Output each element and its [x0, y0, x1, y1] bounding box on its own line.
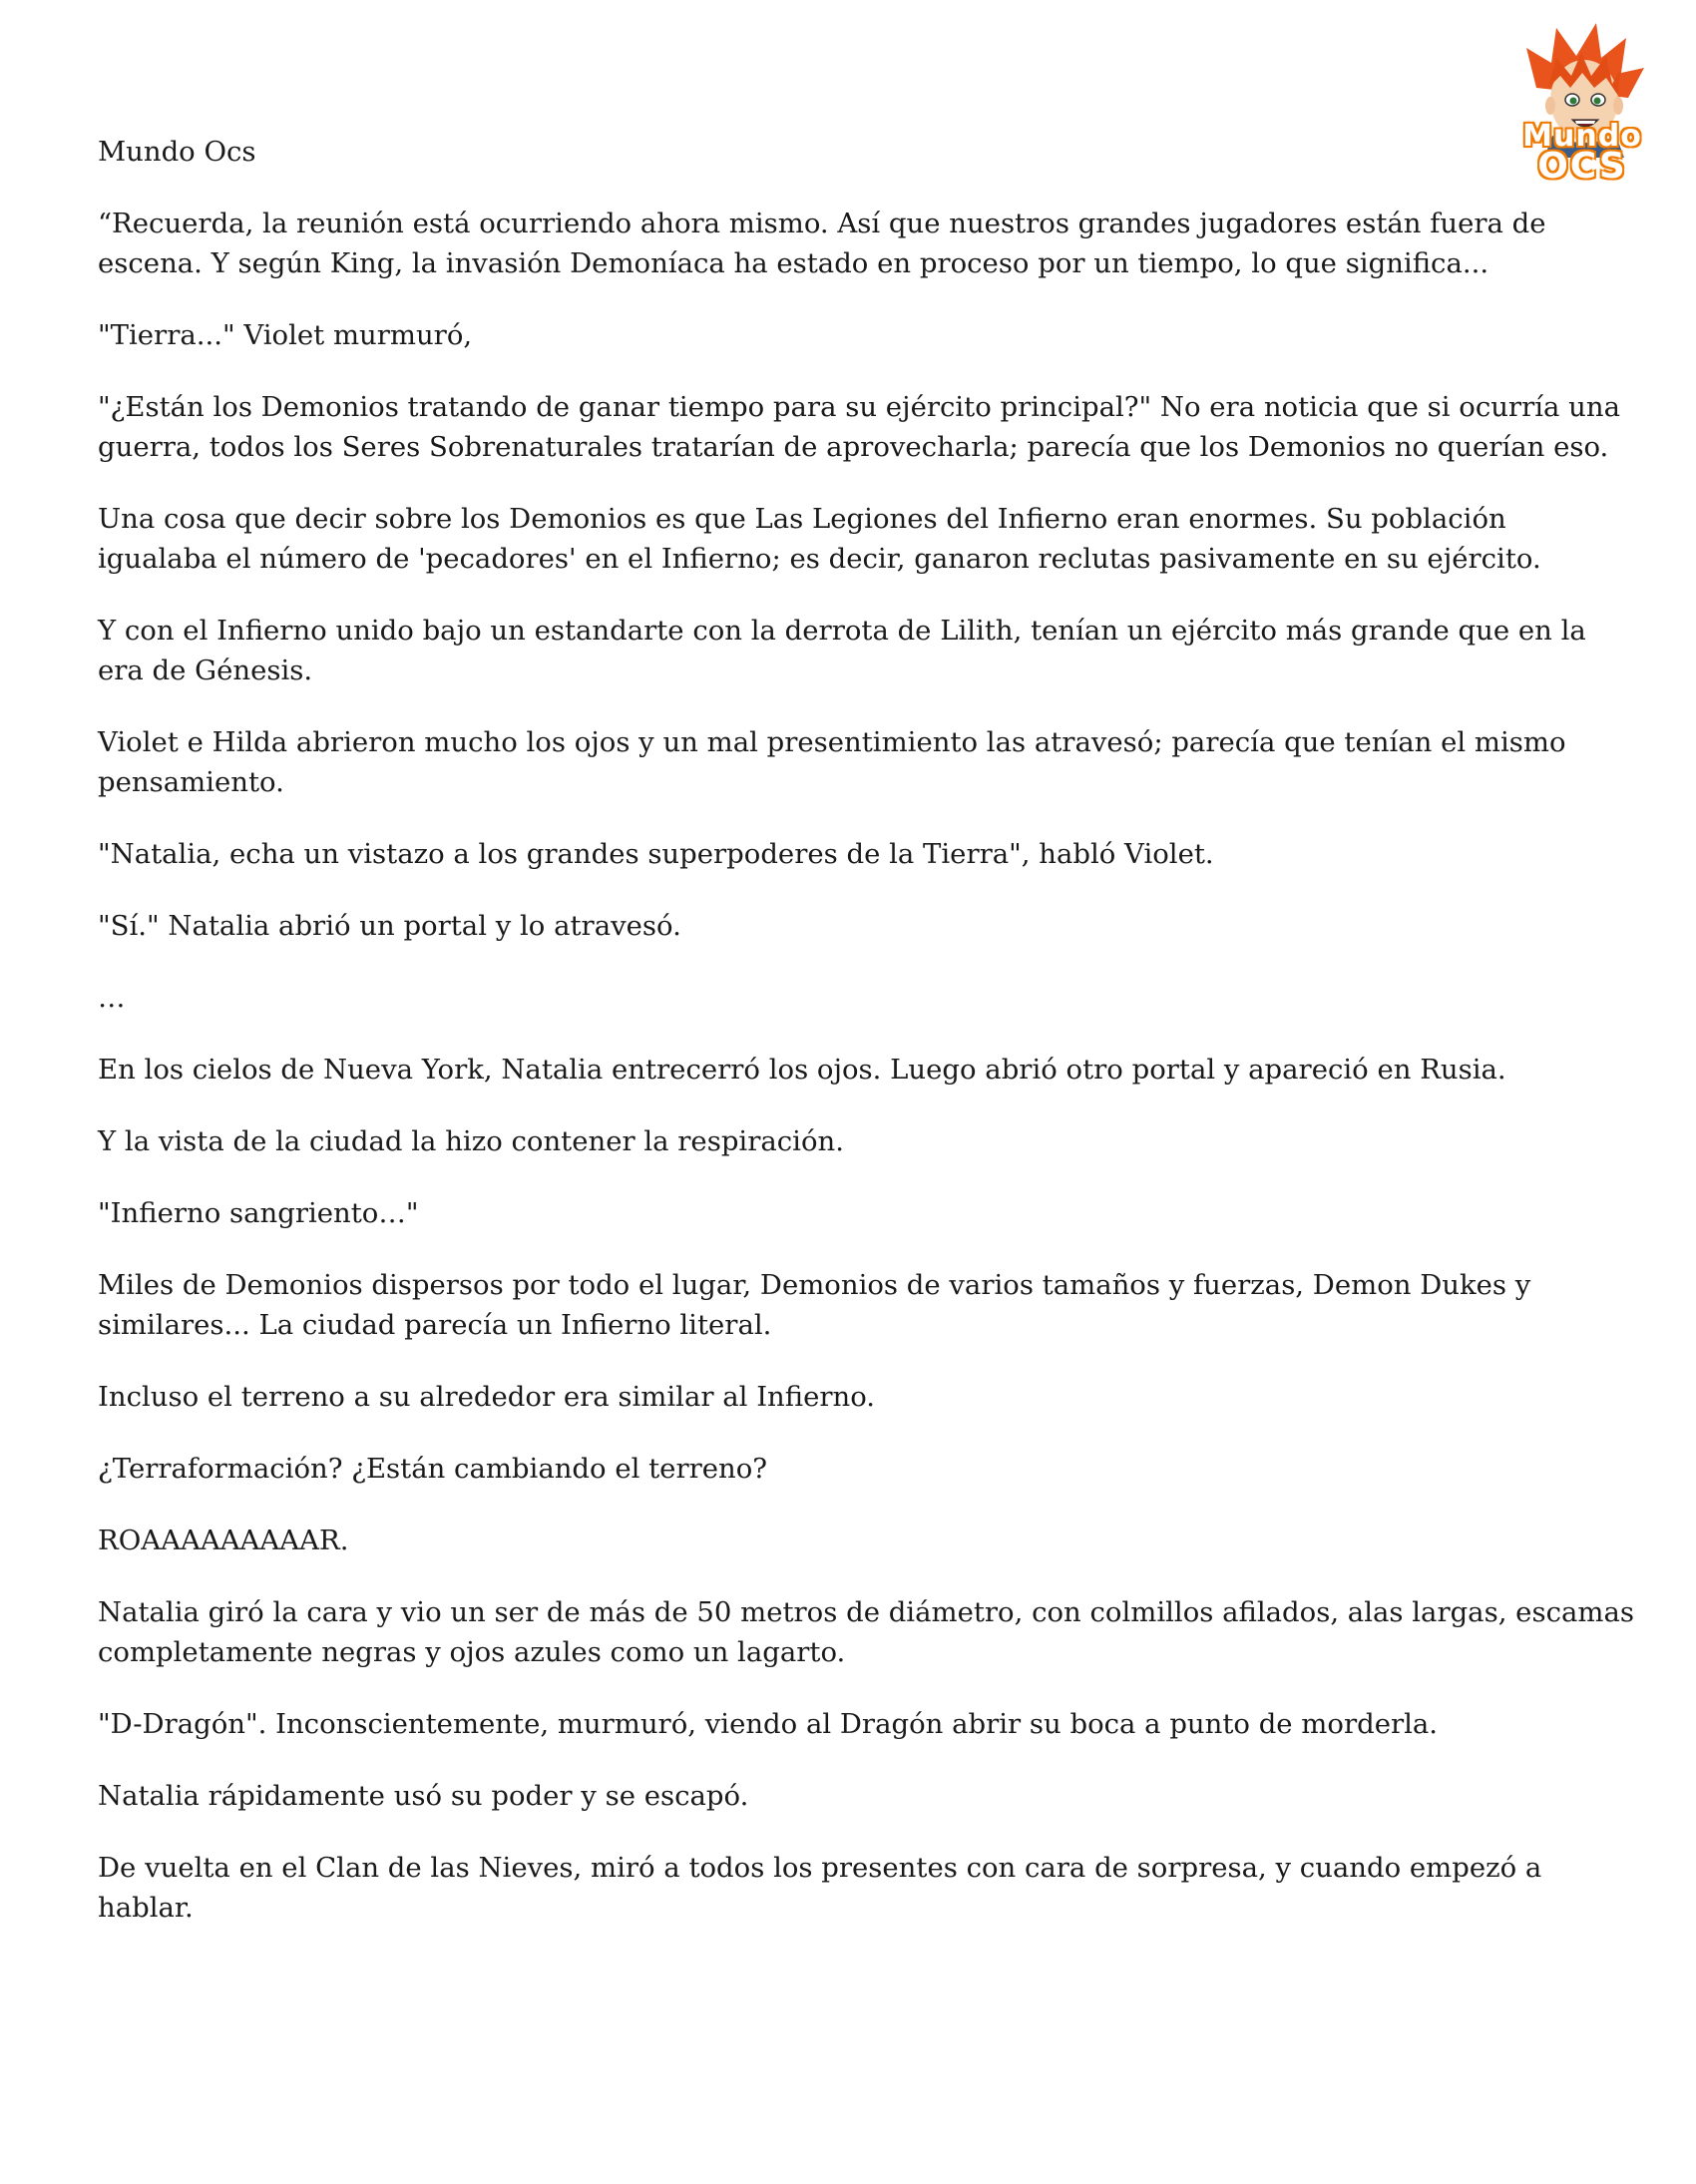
paragraph: Y con el Infierno unido bajo un estandarte con la derrota de Lilith, tenían un ejército más grande que en la era de Génesis.	[98, 615, 1586, 686]
paragraph: "Sí." Natalia abrió un portal y lo atravesó.	[98, 910, 681, 942]
paragraph: “Recuerda, la reunión está ocurriendo ahora mismo. Así que nuestros grandes jugadores están fuera de escena. Y según King, la invasión Demoníaca ha estado en proceso por un tiempo, lo que significa...	[98, 208, 1546, 279]
paragraph: Incluso el terreno a su alrededor era similar al Infierno.	[98, 1381, 876, 1413]
paragraph: ¿Terraformación? ¿Están cambiando el terreno?	[98, 1453, 768, 1485]
paragraph: Y la vista de la ciudad la hizo contener la respiración.	[98, 1125, 844, 1157]
paragraph: "¿Están los Demonios tratando de ganar tiempo para su ejército principal?" No era noticia que si ocurría una guerra, todos los Seres Sobrenaturales tratarían de aprovecharla; parecía que los Demonios no querían eso.	[98, 391, 1620, 463]
paragraph: Natalia giró la cara y vio un ser de más de 50 metros de diámetro, con colmillos afilados, alas largas, escamas completamente negras y ojos azules como un lagarto.	[98, 1596, 1634, 1668]
paragraph: Miles de Demonios dispersos por todo el lugar, Demonios de varios tamaños y fuerzas, Demon Dukes y similares... La ciudad parecía un Infierno literal.	[98, 1269, 1531, 1341]
paragraph: ROAAAAAAAAAR.	[98, 1525, 349, 1556]
document-body	[98, 132, 1634, 1960]
paragraph: "Tierra..." Violet murmuró,	[98, 319, 473, 351]
paragraph: Una cosa que decir sobre los Demonios es que Las Legiones del Infierno eran enormes. Su población igualaba el número de 'pecadores' en el Infierno; es decir, ganaron reclutas pasivamente en su ejército.	[98, 503, 1541, 575]
logo-line-2: OCS	[1537, 146, 1627, 187]
paragraph: Natalia rápidamente usó su poder y se escapó.	[98, 1780, 749, 1812]
paragraph: Violet e Hilda abrieron mucho los ojos y un mal presentimiento las atravesó; parecía que tenían el mismo pensamiento.	[98, 726, 1566, 798]
paragraph: "Natalia, echa un vistazo a los grandes superpoderes de la Tierra", habló Violet.	[98, 838, 1214, 870]
document-title: Mundo Ocs	[98, 136, 256, 168]
paragraph: De vuelta en el Clan de las Nieves, miró a todos los presentes con cara de sorpresa, y cuando empezó a hablar.	[98, 1852, 1542, 1924]
paragraph: En los cielos de Nueva York, Natalia entrecerró los ojos. Luego abrió otro portal y apareció en Rusia.	[98, 1054, 1506, 1086]
paragraph: "Infierno sangriento…"	[98, 1197, 419, 1229]
paragraph: "D-Dragón". Inconscientemente, murmuró, viendo al Dragón abrir su boca a punto de morderla.	[98, 1708, 1439, 1740]
logo-line-1: Mundo	[1522, 119, 1642, 154]
paragraph: …	[98, 982, 126, 1014]
